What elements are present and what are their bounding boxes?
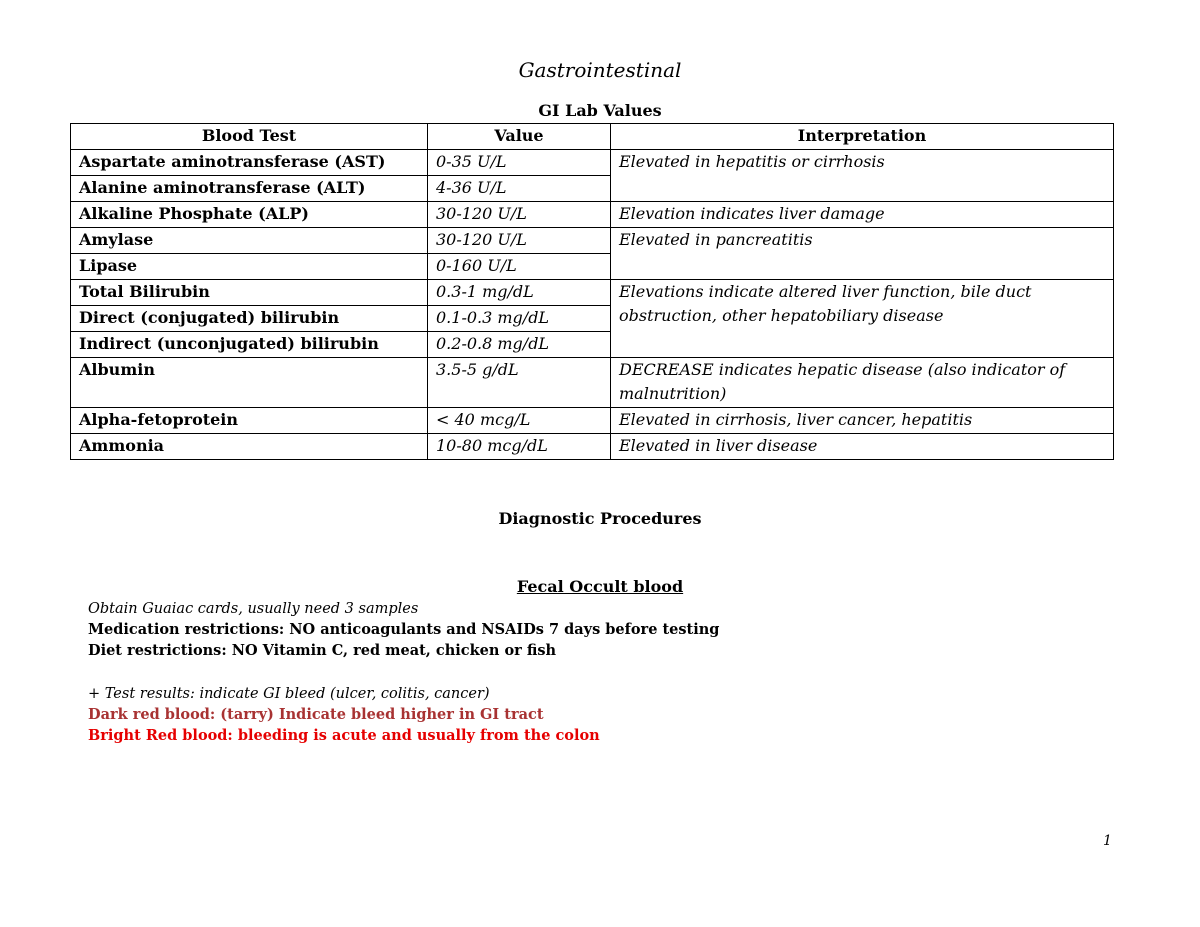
table-row (71, 228, 1114, 254)
value-cell: 0.1-0.3 mg/dL (428, 306, 611, 332)
blood-test-cell: Aspartate aminotransferase (AST) (71, 150, 428, 176)
column-header-blood-test: Blood Test (71, 124, 428, 150)
value-cell: 0.2-0.8 mg/dL (428, 332, 611, 358)
blood-test-cell: Alanine aminotransferase (ALT) (71, 176, 428, 202)
diagnostic-procedures-heading: Diagnostic Procedures (498, 509, 702, 528)
interpretation-cell: Elevation indicates liver damage (611, 202, 1114, 228)
value-cell: 30-120 U/L (428, 228, 611, 254)
table-row (71, 358, 1114, 408)
guaiac-instruction: Obtain Guaiac cards, usually need 3 samples (88, 601, 419, 617)
column-header-interpretation: Interpretation (611, 124, 1114, 150)
fecal-occult-blood-heading: Fecal Occult blood (516, 577, 684, 596)
blood-test-cell: Alkaline Phosphate (ALP) (71, 202, 428, 228)
blood-test-cell: Lipase (71, 254, 428, 280)
positive-test-results: + Test results: indicate GI bleed (ulcer, colitis, cancer) (88, 686, 490, 702)
lab-values-heading: GI Lab Values (538, 101, 662, 120)
column-header-value: Value (428, 124, 611, 150)
interpretation-cell: DECREASE indicates hepatic disease (also indicator of malnutrition) (611, 358, 1114, 408)
blood-test-cell: Albumin (71, 358, 428, 408)
page-number: 1 (1103, 833, 1112, 849)
interpretation-cell: Elevated in pancreatitis (611, 228, 1114, 280)
blood-test-cell: Alpha-fetoprotein (71, 408, 428, 434)
blood-test-cell: Direct (conjugated) bilirubin (71, 306, 428, 332)
table-header-row (71, 124, 1114, 150)
interpretation-cell: Elevated in cirrhosis, liver cancer, hepatitis (611, 408, 1114, 434)
value-cell: 10-80 mcg/dL (428, 434, 611, 460)
value-cell: 3.5-5 g/dL (428, 358, 611, 408)
blood-test-cell: Total Bilirubin (71, 280, 428, 306)
table-row (71, 150, 1114, 176)
medication-restrictions: Medication restrictions: NO anticoagulants and NSAIDs 7 days before testing (88, 621, 720, 638)
document-title: Gastrointestinal (518, 58, 682, 82)
dark-red-blood-note: Dark red blood: (tarry) Indicate bleed higher in GI tract (88, 706, 544, 723)
value-cell: < 40 mcg/L (428, 408, 611, 434)
table-row (71, 408, 1114, 434)
lab-values-table (70, 123, 1114, 460)
value-cell: 0-35 U/L (428, 150, 611, 176)
table-row (71, 280, 1114, 306)
value-cell: 30-120 U/L (428, 202, 611, 228)
blood-test-cell: Amylase (71, 228, 428, 254)
interpretation-cell: Elevations indicate altered liver function, bile duct obstruction, other hepatobiliary disease (611, 280, 1114, 358)
value-cell: 4-36 U/L (428, 176, 611, 202)
value-cell: 0.3-1 mg/dL (428, 280, 611, 306)
value-cell: 0-160 U/L (428, 254, 611, 280)
table-row (71, 202, 1114, 228)
blood-test-cell: Indirect (unconjugated) bilirubin (71, 332, 428, 358)
bright-red-blood-note: Bright Red blood: bleeding is acute and usually from the colon (88, 727, 600, 744)
diet-restrictions: Diet restrictions: NO Vitamin C, red meat, chicken or fish (88, 642, 557, 659)
interpretation-cell: Elevated in hepatitis or cirrhosis (611, 150, 1114, 202)
blood-test-cell: Ammonia (71, 434, 428, 460)
table-row (71, 434, 1114, 460)
interpretation-cell: Elevated in liver disease (611, 434, 1114, 460)
